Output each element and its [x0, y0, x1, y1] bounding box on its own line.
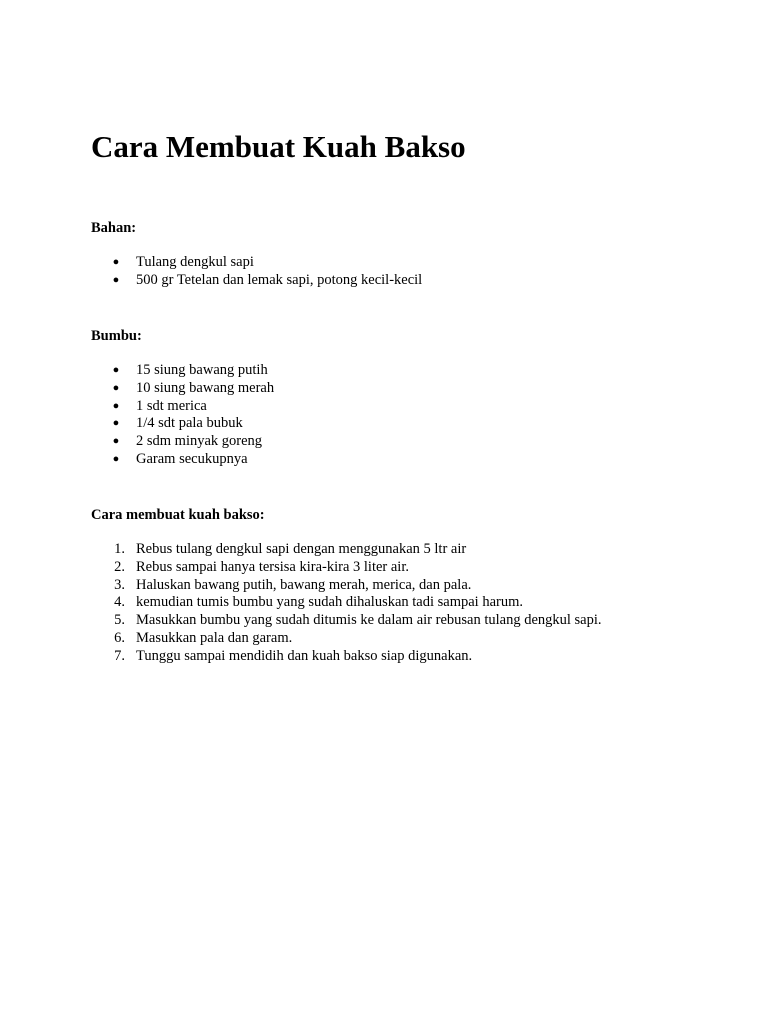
bahan-list: [91, 254, 422, 290]
list-item: [91, 541, 602, 559]
step-text: Rebus tulang dengkul sapi dengan menggunakan 5 ltr air: [136, 541, 467, 557]
list-item: [91, 254, 422, 272]
bullet-icon: ●: [112, 417, 120, 430]
step-number: 3.: [114, 576, 125, 593]
bullet-icon: ●: [112, 273, 120, 286]
list-item: [91, 272, 422, 290]
bumbu-item-text: 15 siung bawang putih: [136, 362, 268, 378]
step-text: Rebus sampai hanya tersisa kira-kira 3 liter air.: [136, 558, 409, 575]
step-number: 2.: [114, 558, 125, 575]
step-number: 1.: [114, 541, 125, 557]
list-item: [91, 577, 602, 595]
list-item: [91, 594, 602, 612]
bumbu-item-text: 1/4 sdt pala bubuk: [136, 415, 243, 432]
step-number: 5.: [114, 612, 125, 629]
step-number: 6.: [114, 629, 125, 646]
bullet-icon: ●: [112, 256, 120, 268]
step-text: Masukkan pala dan garam.: [136, 629, 293, 646]
list-item: [91, 398, 274, 416]
steps-list: [91, 541, 602, 666]
list-item: [91, 612, 602, 630]
step-text: Masukkan bumbu yang sudah ditumis ke dalam air rebusan tulang dengkul sapi.: [136, 612, 602, 629]
bullet-icon: ●: [112, 435, 120, 448]
list-item: [91, 433, 274, 451]
bumbu-item-text: 1 sdt merica: [136, 397, 207, 414]
list-item: [91, 559, 602, 577]
step-text: kemudian tumis bumbu yang sudah dihaluskan tadi sampai harum.: [136, 594, 524, 611]
bullet-icon: ●: [112, 364, 120, 376]
list-item: [91, 362, 274, 380]
bullet-icon: ●: [112, 381, 120, 394]
cara-heading: Cara membuat kuah bakso:: [91, 507, 265, 523]
list-item: [91, 380, 274, 398]
list-item: [91, 630, 602, 648]
bumbu-item-text: 10 siung bawang merah: [136, 379, 275, 396]
bumbu-heading: Bumbu:: [91, 328, 142, 344]
bumbu-list: [91, 362, 274, 469]
step-number: 4.: [114, 594, 125, 611]
list-item: [91, 451, 274, 469]
step-text: Haluskan bawang putih, bawang merah, merica, dan pala.: [136, 576, 472, 593]
bahan-item-text: 500 gr Tetelan dan lemak sapi, potong kecil-kecil: [136, 271, 423, 288]
bullet-icon: ●: [112, 452, 120, 465]
bahan-item-text: Tulang dengkul sapi: [136, 254, 254, 270]
step-text: Tunggu sampai mendidih dan kuah bakso siap digunakan.: [136, 647, 473, 664]
list-item: [91, 648, 602, 666]
list-item: [91, 415, 274, 433]
bumbu-item-text: 2 sdm minyak goreng: [136, 433, 263, 450]
bullet-icon: ●: [112, 399, 120, 412]
step-number: 7.: [114, 647, 125, 664]
bumbu-item-text: Garam secukupnya: [136, 450, 248, 467]
page-title: Cara Membuat Kuah Bakso: [91, 129, 466, 164]
bahan-heading: Bahan:: [91, 220, 137, 236]
